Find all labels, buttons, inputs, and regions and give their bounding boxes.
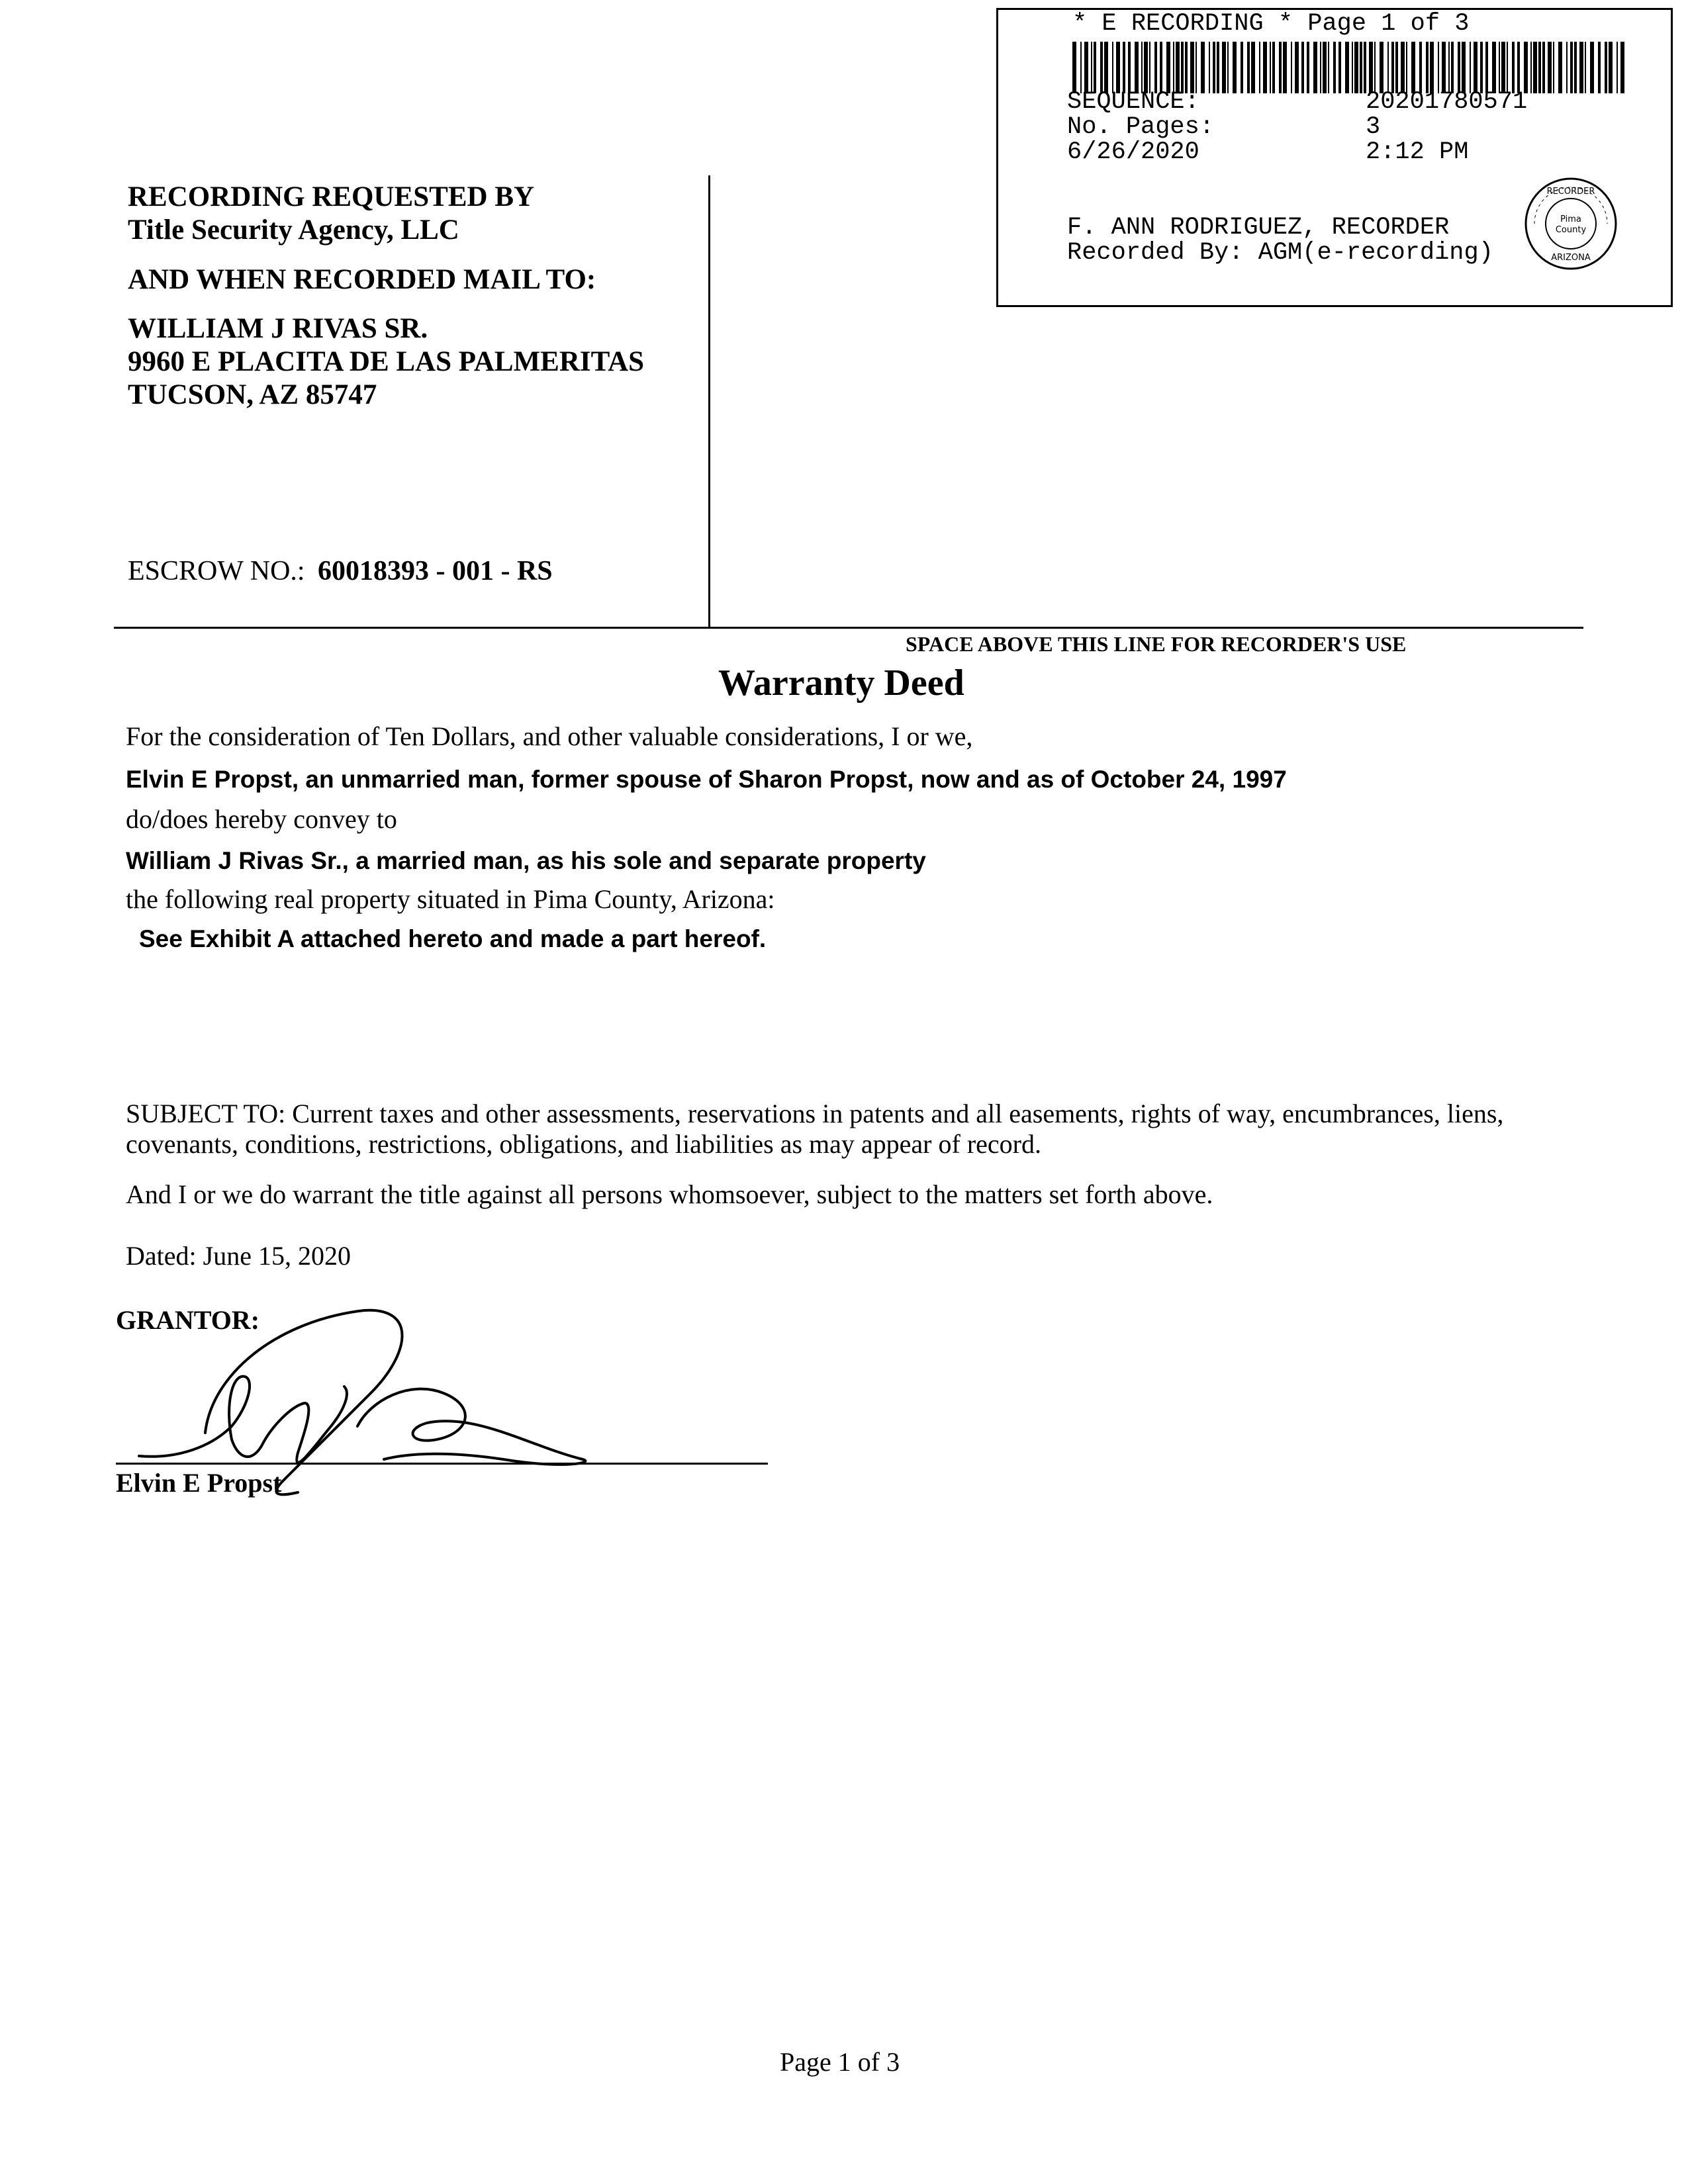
sequence-value: 20201780571 [1366,88,1528,116]
barcode-icon [1072,42,1628,93]
mail-to-name: WILLIAM J RIVAS SR. [128,313,428,344]
vertical-divider [708,175,710,627]
recorder-stamp [996,8,1673,307]
warranty-statement: And I or we do warrant the title against all persons whomsoever, subject to the matters set forth above. [126,1179,1213,1209]
page-number: Page 1 of 3 [780,2047,900,2077]
signature-icon [132,1294,609,1512]
svg-text:Pima: Pima [1560,214,1581,224]
recorder-use-label: SPACE ABOVE THIS LINE FOR RECORDER'S USE [906,632,1407,656]
consideration-text: For the consideration of Ten Dollars, and other valuable considerations, I or we, [126,721,973,751]
requested-by-name: Title Security Agency, LLC [128,214,459,246]
recorded-by: Recorded By: AGM(e-recording) [1067,239,1493,267]
grantor-description: Elvin E Propst, an unmarried man, former spouse of Sharon Propst, now and as of October 24, 1997 [126,766,1287,793]
svg-text:County: County [1555,225,1587,235]
subject-to-line-2: covenants, conditions, restrictions, obligations, and liabilities as may appear of record. [126,1129,1041,1159]
convey-phrase: do/does hereby convey to [126,804,397,834]
grantor-label: GRANTOR: [116,1305,260,1335]
record-date: 6/26/2020 [1067,138,1199,166]
escrow-number: 60018393 - 001 - RS [318,556,553,586]
recorder-line [114,627,1583,629]
dated-line: Dated: June 15, 2020 [126,1241,351,1271]
subject-to-line-1: SUBJECT TO: Current taxes and other assessments, reservations in patents and all easements, rights of way, encumbrances, liens, [126,1099,1504,1128]
recorder-name: F. ANN RODRIGUEZ, RECORDER [1067,214,1450,242]
grantor-signature-name: Elvin E Propst [116,1468,282,1498]
stamp-header: * E RECORDING * Page 1 of 3 [1072,10,1470,38]
county-seal-icon [1521,174,1620,273]
sequence-label: SEQUENCE: [1067,88,1199,116]
property-location: the following real property situated in Pima County, Arizona: [126,884,775,914]
record-time: 2:12 PM [1366,138,1469,166]
escrow-label: ESCROW NO.: [128,556,305,586]
grantee-description: William J Rivas Sr., a married man, as his sole and separate property [126,847,926,874]
pages-label: No. Pages: [1067,113,1215,141]
svg-text:RECORDER: RECORDER [1546,187,1595,197]
mail-to-heading: AND WHEN RECORDED MAIL TO: [128,264,596,295]
pages-value: 3 [1366,113,1381,141]
svg-text:ARIZONA: ARIZONA [1551,253,1591,263]
exhibit-reference: See Exhibit A attached hereto and made a part hereof. [139,925,767,952]
mail-to-city: TUCSON, AZ 85747 [128,379,377,410]
deed-title: Warranty Deed [718,662,964,704]
mail-to-street: 9960 E PLACITA DE LAS PALMERITAS [128,346,645,377]
requested-by-heading: RECORDING REQUESTED BY [128,181,535,212]
